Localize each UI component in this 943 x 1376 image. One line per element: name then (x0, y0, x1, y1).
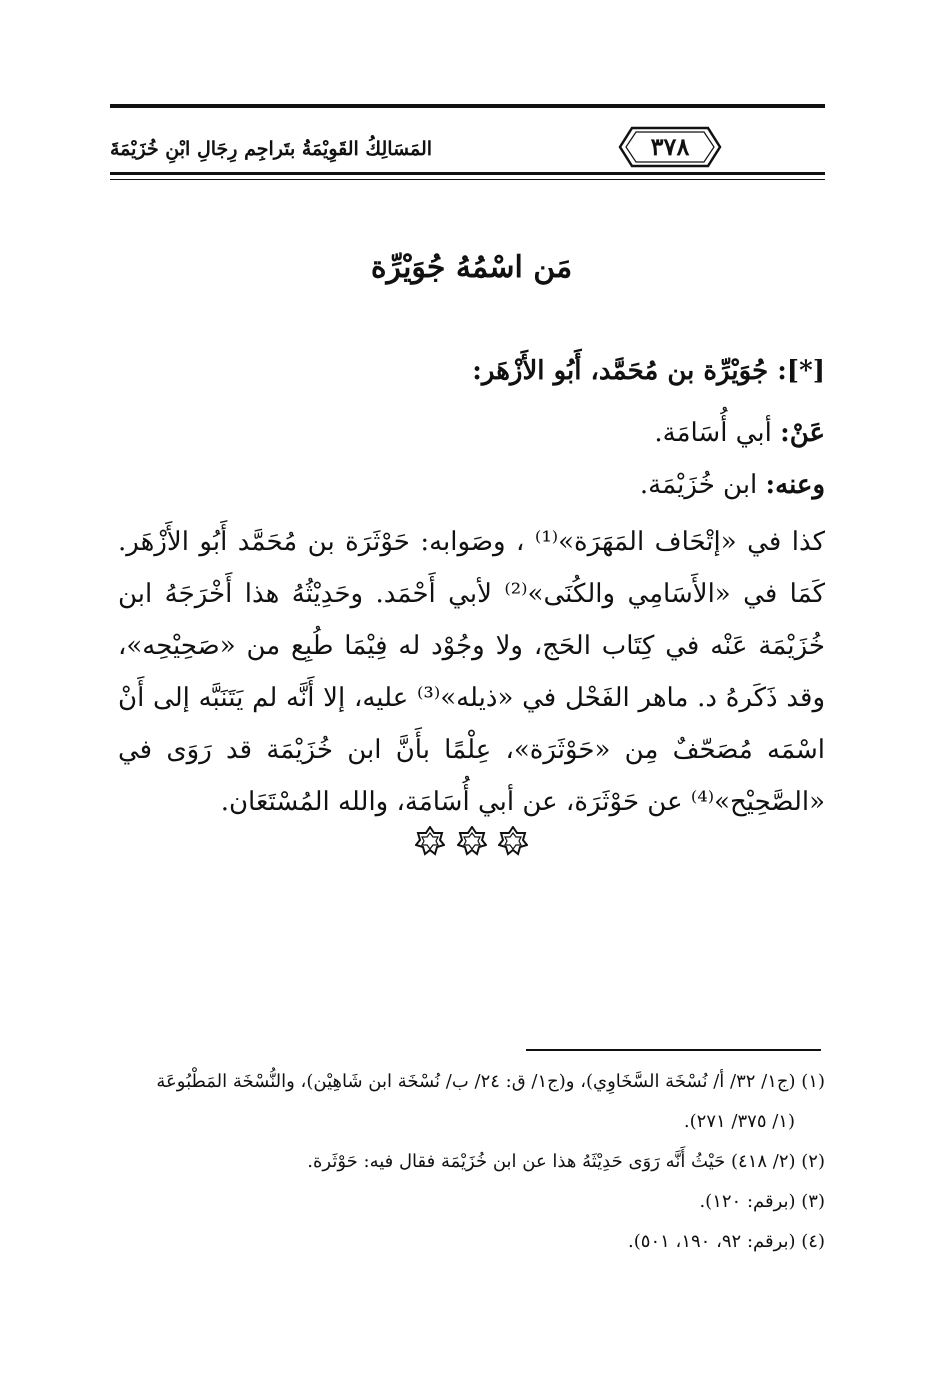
section-heading: مَن اسْمُهُ جُوَيْرِّة (370, 250, 573, 285)
section-end-ornaments (0, 826, 943, 860)
commentary-paragraph: كذا في «إتْحَاف المَهَرَة»⁽¹⁾ ، وصَوابه: حَوْثَرَة بن مُحَمَّد أَبُو الأَزْهَر. كَمَا في «الأَسَامِي والكُنَى»⁽²⁾ لأبي أَحْمَد. وحَدِيْثُهُ هذا أَخْرَجَهُ ابن خُزَيْمَة عَنْه في كِتَاب الحَج، ولا وجُوْد له فِيْمَا طُبِع من «صَحِيْحِه»، وقد ذَكَرهُ د. ماهر الفَحْل في «ذيله»⁽³⁾ عليه، إلا أَنَّه لم يَتَنَبَّه إلى أَنْ اسْمَه مُصَحّفٌ مِن «حَوْثَرَة»، عِلْمًا بأَنَّ ابن خُزَيْمَة قد رَوَى في «الصَّحِيْح»⁽⁴⁾ عن حَوْثَرَة، عن أبي أُسَامَة، والله المُسْتَعَان. (118, 527, 826, 817)
running-title: المَسَالِكُ القَوِيْمَةُ بتَراجِم رِجَالِ ابْنِ خُزَيْمَةَ (110, 138, 433, 160)
footnote-1-continued: (١/ ٣٧٥/ ٢٧١). (683, 1111, 795, 1132)
star-ornament-icon (498, 826, 528, 856)
header-bottom-thin-rule (110, 179, 825, 180)
header-top-rule (110, 104, 825, 108)
teacher-value: أبي أُسَامَة. (654, 418, 772, 448)
entry-teacher-line (118, 418, 825, 448)
teacher-label: عَنْ: (780, 418, 825, 448)
footnote-separator (526, 1049, 821, 1051)
student-value: ابن خُزَيْمَة. (639, 470, 758, 500)
entry-student-line (118, 470, 825, 500)
footnote-4: (٤) (برقم: ٩٢، ١٩٠، ٥٠١). (628, 1231, 825, 1252)
footnote-1: (١) (ج١/ ٣٢/ أ/ نُسْخَة السَّخَاوِي)، و(ج١/ ق: ٢٤/ ب/ نُسْخَة ابن شَاهِيْن)، والنُّسْخَة المَطْبُوعَة (156, 1071, 825, 1092)
entry-title: [*]: جُوَيْرِّة بن مُحَمَّد، أَبُو الأَزْهَر: (472, 356, 825, 386)
student-label: وعنه: (765, 470, 825, 500)
footnotes (110, 1062, 825, 1262)
page-number: ٣٧٨ (650, 132, 690, 161)
page-number-frame (618, 124, 722, 170)
header-bottom-rule (110, 172, 825, 175)
star-ornament-icon (415, 826, 445, 856)
footnote-2: (٢) (٢/ ٤١٨) حَيْثُ أَنَّه رَوَى حَدِيْثَهُ هذا عن ابن خُزَيْمَة فقال فيه: حَوْثَرة. (307, 1151, 825, 1172)
footnote-3: (٣) (برقم: ١٢٠). (699, 1191, 825, 1212)
star-ornament-icon (457, 826, 487, 856)
